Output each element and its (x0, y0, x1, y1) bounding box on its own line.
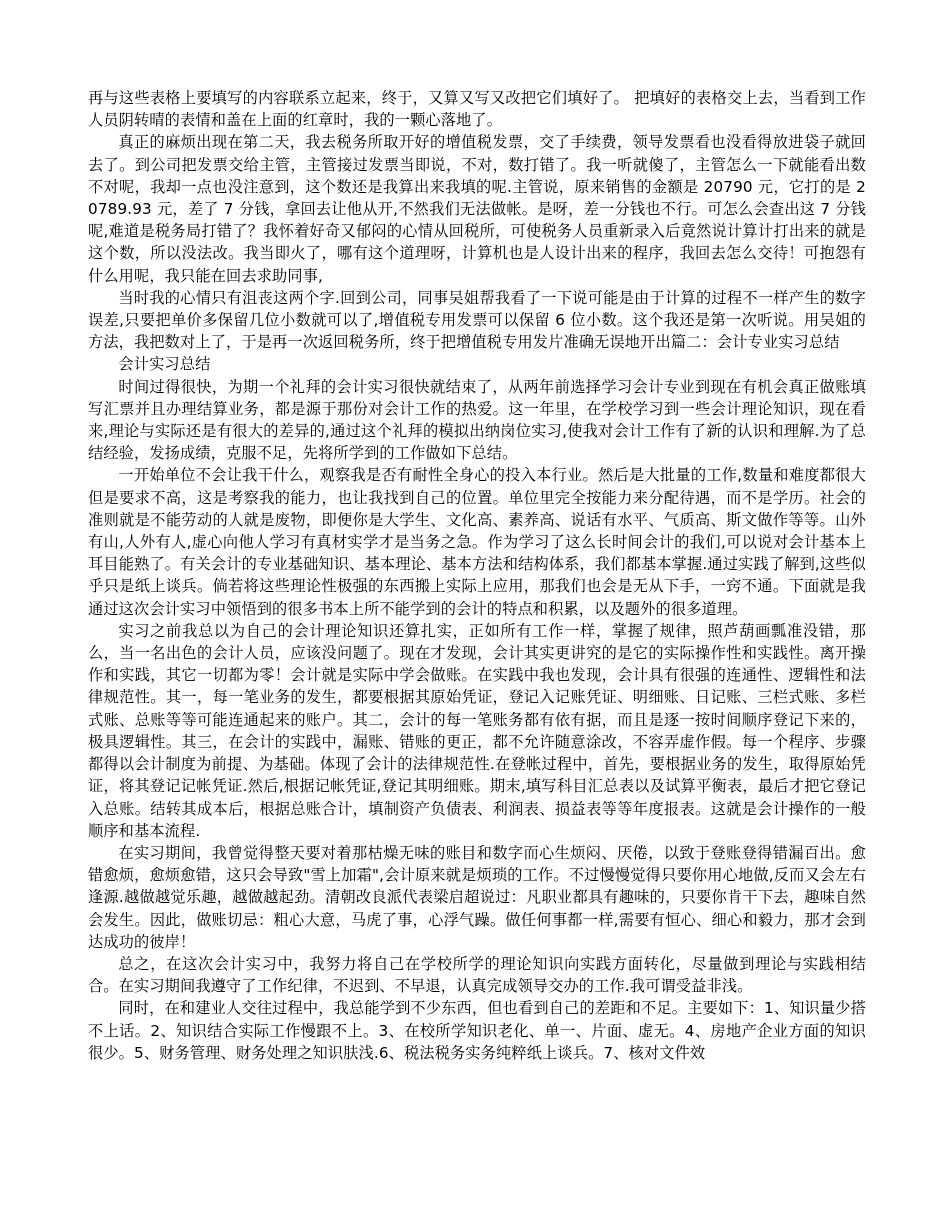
section-heading: 会计实习总结 (118, 355, 211, 374)
paragraph: 真正的麻烦出现在第二天，我去税务所取开好的增值税发票，交了手续费，领导发票看也没看得放进袋子就回去了。到公司把发票交给主管，主管接过发票当即说，不对，数打错了。我一听就傻了，主管怎么一下就能看出数不对呢，我却一点也没注意到，这个数还是我算出来我填的呢.主管说，原来销售的金额是 20790 元，它打的是 20789.93 元，差了 7 分钱，拿回去让他从开,不然我们无法做帐。是呀，差一分钱也不行。可怎么会查出这 7 分钱呢,难道是税务局打错了？我怀着好奇又郁闷的心情从回税所，可使税务人员重新录入后竟然说计算计打出来的就是这个数，所以没法改。我当即火了，哪有这个道理呀，计算机也是人设计出来的程序，我回去怎么交待！可抱怨有什么用呢，我只能在回去求助同事, (88, 133, 866, 285)
paragraph: 在实习期间，我曾觉得整天要对着那枯燥无味的账目和数字而心生烦闷、厌倦，以致于登账登得错漏百出。愈错愈烦，愈烦愈错，这只会导致"雪上加霜",会计原来就是烦琐的工作。不过慢慢觉得只要你用心地做,反而又会左右逢源.越做越觉乐趣，越做越起劲。清朝改良派代表梁启超说过：凡职业都具有趣味的，只要你肯干下去，趣味自然会发生。因此，做账切忌：粗心大意，马虎了事，心浮气躁。做任何事都一样,需要有恒心、细心和毅力，那才会到达成功的彼岸！ (88, 843, 866, 951)
paragraph: 同时，在和建业人交往过程中，我总能学到不少东西，但也看到自己的差距和不足。主要如下：1、知识量少搭不上话。2、知识结合实际工作慢跟不上。3、在校所学知识老化、单一、片面、虚无。4、房地产企业方面的知识很少。5、财务管理、财务处理之知识肤浅.6、税法税务实务纯粹纸上谈兵。7、核对文件效 (88, 999, 866, 1062)
paragraph: 实习之前我总以为自己的会计理论知识还算扎实，正如所有工作一样，掌握了规律，照芦葫画瓢准没错，那么，当一名出色的会计人员，应该没问题了。现在才发现，会计其实更讲究的是它的实际操作性和实践性。离开操作和实践，其它一切都为零！会计就是实际中学会做账。在实践中我也发现，会计具有很强的连通性、逻辑性和法律规范性。其一，每一笔业务的发生，都要根据其原始凭证，登记入记账凭证、明细账、日记账、三栏式账、多栏式账、总账等等可能连通起来的账户。其二，会计的每一笔账务都有依有据，而且是逐一按时间顺序登记下来的，极具逻辑性。其三，在会计的实践中，漏账、错账的更正，都不允许随意涂改，不容弄虚作假。每一个程序、步骤都得以会计制度为前提、为基础。体现了会计的法律规范性.在登帐过程中，首先，要根据业务的发生，取得原始凭证，将其登记记帐凭证.然后,根据记帐凭证,登记其明细账。期末,填写科目汇总表以及试算平衡表，最后才把它登记入总账。结转其成本后，根据总账合计，填制资产负债表、利润表、损益表等等年度报表。这就是会计操作的一般顺序和基本流程. (88, 621, 866, 840)
paragraph: 一开始单位不会让我干什么，观察我是否有耐性全身心的投入本行业。然后是大批量的工作,数量和难度都很大但是要求不高，这是考察我的能力，也让我找到自己的位置。单位里完全按能力来分配待遇，而不是学历。社会的准则就是不能劳动的人就是废物，即便你是大学生、文化高、素养高、说话有水平、气质高、斯文做作等等。山外有山,人外有人,虚心向他人学习有真材实学才是当务之急。作为学习了这么长时间会计的我们,可以说对会计基本上耳目能熟了。有关会计的专业基础知识、基本理论、基本方法和结构体系，我们都基本掌握.通过实践了解到,这些似乎只是纸上谈兵。倘若将这些理论性极强的东西搬上实际上应用，那我们也会是无从下手，一窍不通。下面就是我通过这次会计实习中领悟到的很多书本上所不能学到的会计的特点和积累，以及题外的很多道理。 (88, 466, 866, 618)
paragraph: 总之，在这次会计实习中，我努力将自己在学校所学的理论知识向实践方面转化，尽量做到理论与实践相结合。在实习期间我遵守了工作纪律，不迟到、不早退，认真完成领导交办的工作.我可谓受益非浅。 (88, 954, 866, 996)
paragraph: 当时我的心情只有沮丧这两个字.回到公司，同事吴姐帮我看了一下说可能是由于计算的过程不一样产生的数字误差,只要把单价多保留几位小数就可以了,增值税专用发票可以保留 6 位小数。这个我还是第一次听说。用吴姐的方法，我把数对上了，于是再一次返回税务所，终于把增值税专用发片准确无误地开出篇二：会计专业实习总结 (88, 288, 866, 352)
document-body (88, 87, 866, 1064)
paragraph: 再与这些表格上要填写的内容联系立起来，终于，又算又写又改把它们填好了。 把填好的表格交上去，当看到工作人员阴转晴的表情和盖在上面的红章时，我的一颗心落地了。 (88, 89, 866, 130)
paragraph: 时间过得很快，为期一个礼拜的会计实习很快就结束了，从两年前选择学习会计专业到现在有机会真正做账填写汇票并且办理结算业务，都是源于那份对会计工作的热爱。这一年里，在学校学习到一些会计理论知识，现在看来,理论与实际还是有很大的差异的,通过这个礼拜的模拟出纳岗位实习,使我对会计工作有了新的认识和理解.为了总结经验，发扬成绩，克服不足，先将所学到的工作做如下总结。 (88, 377, 866, 463)
